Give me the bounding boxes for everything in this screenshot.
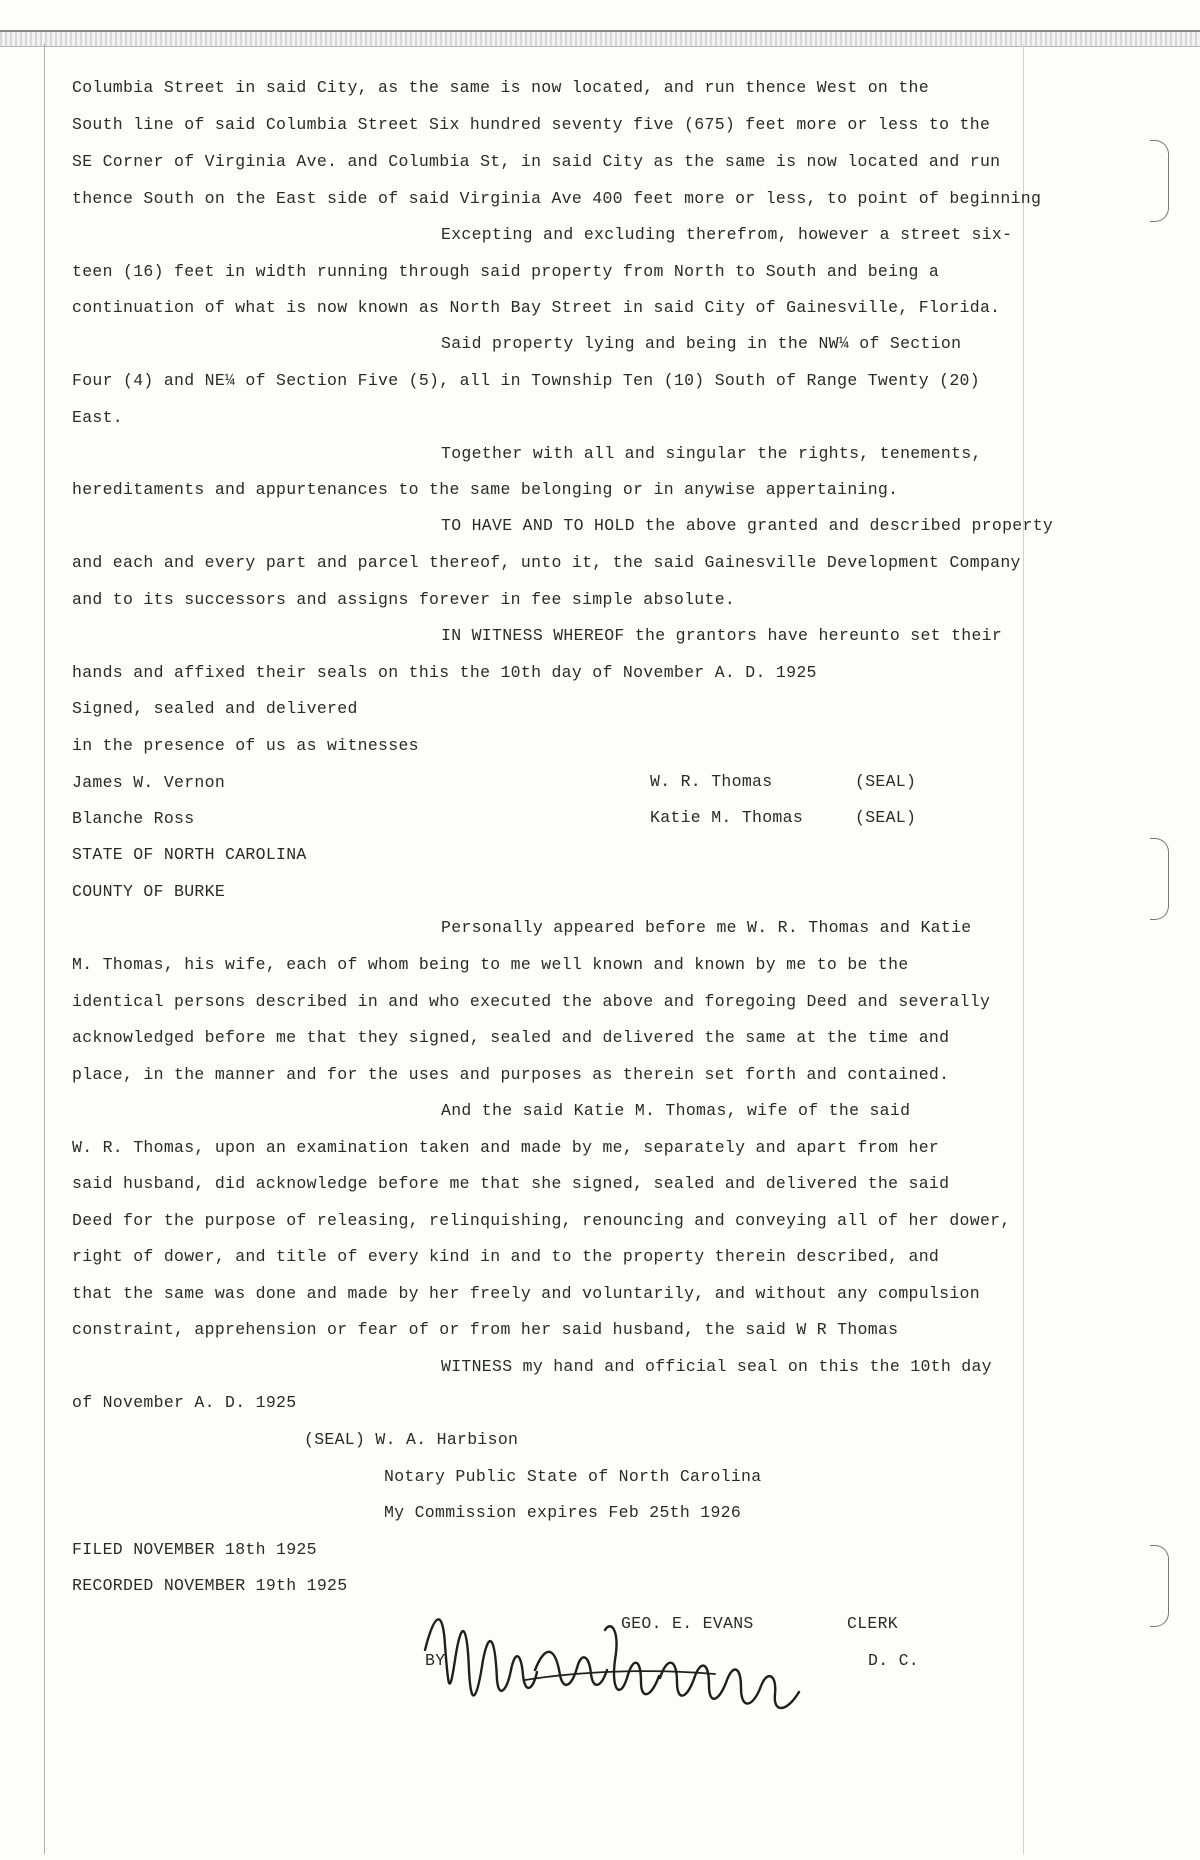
location-line: East. [72,408,124,427]
clerk-name: GEO. E. EVANS [621,1614,754,1633]
deputy-signature-image [415,1590,815,1740]
private-exam-line: right of dower, and title of every kind in and to the property therein described, and [72,1247,940,1266]
acknowledgment-line: identical persons described in and who executed the above and foregoing Deed and severally [72,992,991,1011]
together-line: hereditaments and appurtenances to the same belonging or in anywise appertaining. [72,480,899,499]
clerk-title: CLERK [847,1614,899,1633]
habendum-line: and each and every part and parcel thereof, unto it, the said Gainesville Development Company [72,553,1021,572]
private-exam-line: And the said Katie M. Thomas, wife of the said [441,1101,911,1120]
presence-line: in the presence of us as witnesses [72,736,419,755]
seal-label: (SEAL) [855,808,917,827]
acknowledgment-line: Personally appeared before me W. R. Thomas and Katie [441,918,972,937]
filed-date: FILED NOVEMBER 18th 1925 [72,1540,317,1559]
deputy-clerk-title: D. C. [868,1651,920,1670]
exception-line: teen (16) feet in width running through said property from North to South and being a [72,262,940,281]
description-line: thence South on the East side of said Virginia Ave 400 feet more or less, to point of beginning [72,189,1042,208]
description-line: SE Corner of Virginia Ave. and Columbia St, in said City as the same is now located and run [72,152,1001,171]
private-exam-line: Deed for the purpose of releasing, relinquishing, renouncing and conveying all of her dower, [72,1211,1011,1230]
grantor-name: W. R. Thomas [650,772,773,791]
left-margin-rule [44,44,45,1854]
notary-witness-line: of November A. D. 1925 [72,1393,297,1412]
by-label: BY [425,1651,446,1670]
recorded-date: RECORDED NOVEMBER 19th 1925 [72,1576,348,1595]
description-line: South line of said Columbia Street Six hundred seventy five (675) feet more or less to the [72,115,991,134]
notary-seal-name: (SEAL) W. A. Harbison [304,1430,519,1449]
private-exam-line: said husband, did acknowledge before me that she signed, sealed and delivered the said [72,1174,950,1193]
notary-title: Notary Public State of North Carolina [384,1467,762,1486]
acknowledgment-line: acknowledged before me that they signed, sealed and delivered the same at the time and [72,1028,950,1047]
witness-clause-line: hands and affixed their seals on this the 10th day of November A. D. 1925 [72,663,817,682]
witness-clause-line: IN WITNESS WHEREOF the grantors have hereunto set their [441,626,1003,645]
location-line: Four (4) and NE¼ of Section Five (5), all in Township Ten (10) South of Range Twenty (20) [72,371,980,390]
page-top-border [0,30,1200,47]
private-exam-line: constraint, apprehension or fear of or from her said husband, the said W R Thomas [72,1320,899,1339]
private-exam-line: W. R. Thomas, upon an examination taken and made by me, separately and apart from her [72,1138,940,1157]
binder-ring-mark [1150,838,1169,920]
habendum-line: TO HAVE AND TO HOLD the above granted and described property [441,516,1054,535]
acknowledgment-line: M. Thomas, his wife, each of whom being to me well known and known by me to be the [72,955,909,974]
private-exam-line: that the same was done and made by her freely and voluntarily, and without any compulsion [72,1284,980,1303]
venue-state: STATE OF NORTH CAROLINA [72,845,307,864]
notary-witness-line: WITNESS my hand and official seal on this the 10th day [441,1357,992,1376]
grantor-name: Katie M. Thomas [650,808,804,827]
location-line: Said property lying and being in the NW¼ of Section [441,334,962,353]
signed-sealed-line: Signed, sealed and delivered [72,699,358,718]
acknowledgment-line: place, in the manner and for the uses and purposes as therein set forth and contained. [72,1065,950,1084]
description-line: Columbia Street in said City, as the same is now located, and run thence West on the [72,78,929,97]
habendum-line: and to its successors and assigns forever in fee simple absolute. [72,590,736,609]
exception-line: Excepting and excluding therefrom, however a street six- [441,225,1013,244]
binder-ring-mark [1150,1545,1169,1627]
witness-name: Blanche Ross [72,809,195,828]
right-margin-rule [1023,44,1024,1854]
exception-line: continuation of what is now known as North Bay Street in said City of Gainesville, Florida. [72,298,1001,317]
together-line: Together with all and singular the rights, tenements, [441,444,982,463]
seal-label: (SEAL) [855,772,917,791]
venue-county: COUNTY OF BURKE [72,882,226,901]
notary-commission: My Commission expires Feb 25th 1926 [384,1503,742,1522]
witness-name: James W. Vernon [72,773,226,792]
binder-ring-mark [1150,140,1169,222]
